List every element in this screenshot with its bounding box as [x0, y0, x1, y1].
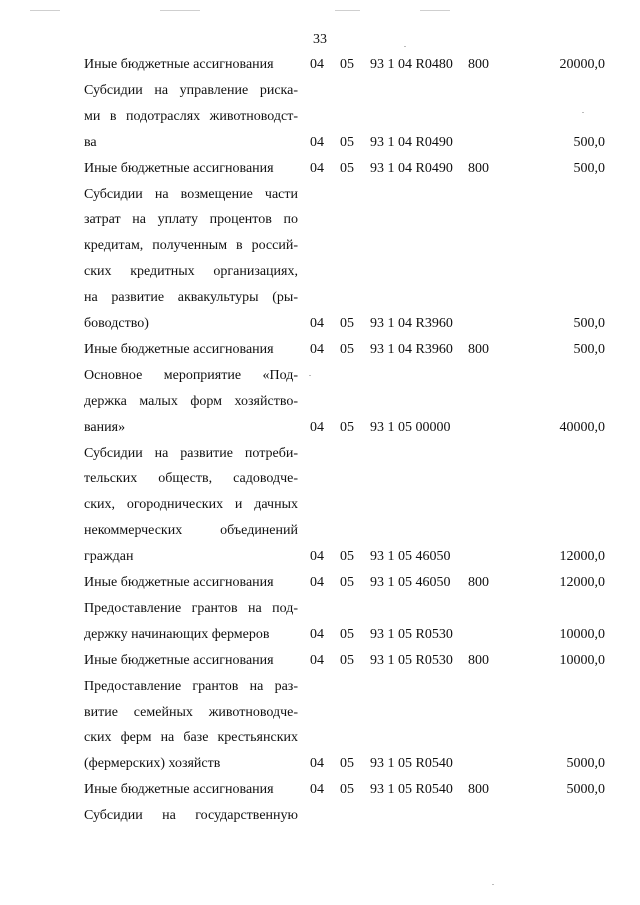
amount-value: 12000,0 — [559, 549, 605, 565]
subsection-code: 05 — [340, 756, 354, 772]
item-name: витие семейных животноводче- — [84, 704, 298, 720]
section-code: 04 — [310, 316, 324, 331]
table-row — [0, 725, 640, 751]
subsection-code: 05 — [340, 549, 354, 565]
scan-speck — [492, 884, 494, 885]
scan-edge-mark — [30, 10, 60, 11]
page-number: 33 — [313, 32, 327, 47]
item-name: на развитие аквакультуры (ры- — [84, 290, 298, 306]
amount-value: 10000,0 — [559, 652, 605, 668]
table-row — [0, 311, 640, 337]
amount-value: 500,0 — [573, 341, 605, 357]
expense-type-code: 800 — [468, 782, 489, 798]
table-row — [0, 389, 640, 415]
item-name: Предоставление грантов на под- — [84, 600, 298, 616]
section-code: 04 — [310, 756, 324, 772]
item-name: ми в подотраслях животноводст- — [84, 108, 298, 124]
table-row — [0, 156, 640, 182]
subsection-code: 05 — [340, 57, 354, 72]
target-article-code: 93 1 05 R0530 — [370, 626, 453, 642]
item-name: Субсидии на развитие потреби- — [84, 445, 298, 461]
section-code: 04 — [310, 341, 324, 357]
subsection-code: 05 — [340, 652, 354, 668]
item-name: ских, огороднических и дачных — [84, 497, 298, 513]
section-code: 04 — [310, 626, 324, 642]
section-code: 04 — [310, 160, 324, 176]
item-name: Иные бюджетные ассигнования — [84, 782, 274, 798]
table-row — [0, 518, 640, 544]
item-name: ва — [84, 134, 97, 150]
subsection-code: 05 — [340, 575, 354, 590]
item-name: Иные бюджетные ассигнования — [84, 341, 274, 357]
target-article-code: 93 1 04 R0490 — [370, 160, 453, 176]
expense-type-code: 800 — [468, 57, 489, 72]
item-name: Иные бюджетные ассигнования — [84, 160, 274, 176]
amount-value: 5000,0 — [566, 782, 605, 798]
expense-type-code: 800 — [468, 160, 489, 176]
item-name: Основное мероприятие «Под- — [84, 367, 298, 383]
table-row — [0, 182, 640, 208]
subsection-code: 05 — [340, 626, 354, 642]
subsection-code: 05 — [340, 782, 354, 798]
subsection-code: 05 — [340, 134, 354, 150]
item-name: Иные бюджетные ассигнования — [84, 652, 274, 668]
expense-type-code: 800 — [468, 575, 489, 590]
amount-value: 5000,0 — [566, 756, 605, 772]
item-name: вания» — [84, 419, 126, 435]
table-row — [0, 674, 640, 700]
table-row — [0, 700, 640, 726]
subsection-code: 05 — [340, 316, 354, 331]
table-row — [0, 466, 640, 492]
target-article-code: 93 1 04 R0490 — [370, 134, 453, 150]
amount-value: 500,0 — [573, 160, 605, 176]
item-name: Субсидии на управление риска- — [84, 82, 298, 98]
subsection-code: 05 — [340, 160, 354, 176]
section-code: 04 — [310, 782, 324, 798]
amount-value: 500,0 — [573, 316, 605, 331]
scan-edge-mark — [335, 10, 360, 11]
target-article-code: 93 1 04 R3960 — [370, 316, 453, 331]
section-code: 04 — [310, 134, 324, 150]
table-row — [0, 78, 640, 104]
amount-value: 10000,0 — [559, 626, 605, 642]
table-row — [0, 285, 640, 311]
amount-value: 500,0 — [573, 134, 605, 150]
target-article-code: 93 1 05 46050 — [370, 549, 451, 565]
item-name: Субсидии на возмещение части — [84, 186, 298, 202]
item-name: Иные бюджетные ассигнования — [84, 57, 274, 72]
item-name: (фермерских) хозяйств — [84, 756, 221, 772]
table-row — [0, 363, 640, 389]
table-row — [0, 544, 640, 570]
item-name: Предоставление грантов на раз- — [84, 678, 298, 694]
expense-type-code: 800 — [468, 652, 489, 668]
table-row — [0, 751, 640, 777]
table-row — [0, 803, 640, 829]
scan-edge-mark — [420, 10, 450, 11]
target-article-code: 93 1 05 R0540 — [370, 782, 453, 798]
table-row — [0, 130, 640, 156]
table-row — [0, 622, 640, 648]
item-name: Субсидии на государственную — [84, 808, 298, 824]
item-name: держка малых форм хозяйство- — [84, 393, 298, 409]
item-name: держку начинающих фермеров — [84, 626, 270, 642]
table-row — [0, 648, 640, 674]
table-row — [0, 492, 640, 518]
table-row — [0, 441, 640, 467]
item-name: Иные бюджетные ассигнования — [84, 575, 274, 590]
table-row — [0, 596, 640, 622]
amount-value: 20000,0 — [559, 57, 605, 72]
item-name: ских кредитных организациях, — [84, 264, 298, 280]
target-article-code: 93 1 05 R0530 — [370, 652, 453, 668]
section-code: 04 — [310, 549, 324, 565]
amount-value: 12000,0 — [559, 575, 605, 590]
scan-edge-mark — [160, 10, 200, 11]
amount-value: 40000,0 — [559, 419, 605, 435]
table-row — [0, 259, 640, 285]
item-name: граждан — [84, 549, 134, 565]
target-article-code: 93 1 05 46050 — [370, 575, 451, 590]
expense-type-code: 800 — [468, 341, 489, 357]
table-row — [0, 104, 640, 130]
table-row — [0, 207, 640, 233]
item-name: ских ферм на базе крестьянских — [84, 730, 298, 746]
target-article-code: 93 1 05 R0540 — [370, 756, 453, 772]
target-article-code: 93 1 04 R3960 — [370, 341, 453, 357]
item-name: боводство) — [84, 316, 149, 331]
table-row — [0, 777, 640, 803]
target-article-code: 93 1 05 00000 — [370, 419, 451, 435]
table-row — [0, 233, 640, 259]
section-code: 04 — [310, 575, 324, 590]
item-name: кредитам, полученным в россий- — [84, 238, 298, 254]
table-row — [0, 337, 640, 363]
section-code: 04 — [310, 419, 324, 435]
subsection-code: 05 — [340, 419, 354, 435]
target-article-code: 93 1 04 R0480 — [370, 57, 453, 72]
item-name: затрат на уплату процентов по — [84, 212, 298, 228]
table-row — [0, 415, 640, 441]
table-row — [0, 570, 640, 596]
item-name: некоммерческих объединений — [84, 523, 298, 539]
section-code: 04 — [310, 57, 324, 72]
subsection-code: 05 — [340, 341, 354, 357]
section-code: 04 — [310, 652, 324, 668]
item-name: тельских обществ, садоводче- — [84, 471, 298, 487]
table-row — [0, 52, 640, 78]
